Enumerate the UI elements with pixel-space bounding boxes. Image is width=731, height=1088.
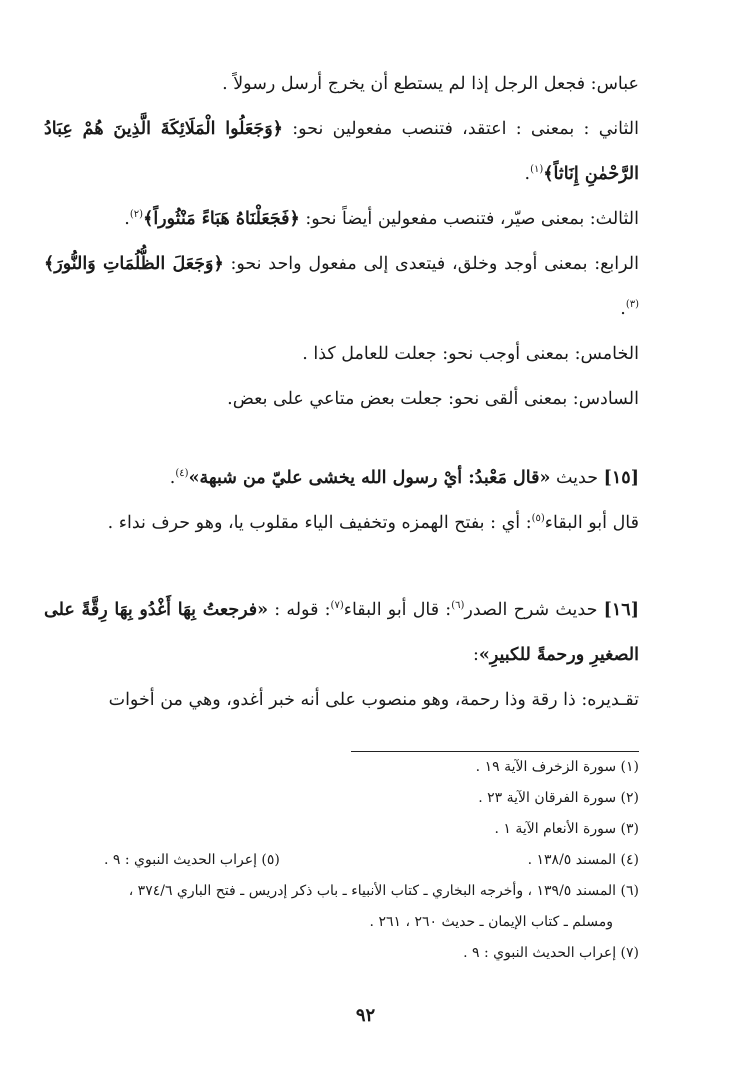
footnote-3: (٣) سورة الأنعام الآية ١ . xyxy=(494,821,639,837)
hadith-16-commentary: تقـديره: ذا رقة وذا رحمة، وهو منصوب على أنه خبر أغدو، وهي من أخوات xyxy=(108,690,639,710)
footnote-6-continued: ومسلم ـ كتاب الإيمان ـ حديث ٢٦٠ ، ٢٦١ . xyxy=(369,914,613,930)
hadith-16-heading: [١٦] حديث شرح الصدر$^{(٦)}$: قال أبو البقاء$^{(٧)}$: قوله : «فرجعتُ بِهَا أَغْدُو بِهَا رِقَّةً على الصغيرِ ورحمةً للكبيرِ»: xyxy=(44,600,639,665)
footnote-4: (٤) المسند ١٣٨/٥ . xyxy=(527,852,639,868)
quran-quote: ﴿فَجَعَلْنَاهُ هَبَاءً مَنْثُوراً﴾ xyxy=(143,209,300,229)
footnote-ref: (٢) xyxy=(129,209,144,221)
hadith-quote: «قال مَعْبدُ: أيْ رسول الله يخشى عليّ من شبهة» xyxy=(188,468,551,488)
paragraph-sixth-meaning: السادس: بمعنى ألقى نحو: جعلت بعض متاعي على بعض. xyxy=(227,389,639,409)
quran-quote: ﴿وَجَعَلُوا الْمَلَائِكَةَ الَّذِينَ هُمْ عِبَادُ الرَّحْمٰنِ إِنَاثاً﴾ xyxy=(44,119,639,184)
footnote-2: (٢) سورة الفرقان الآية ٢٣ . xyxy=(478,790,639,806)
footnote-ref: (٧) xyxy=(330,600,344,612)
page-number: ٩٢ xyxy=(355,1005,376,1026)
footnote-ref: (٦) xyxy=(451,600,465,612)
paragraph-fifth-meaning: الخامس: بمعنى أوجب نحو: جعلت للعامل كذا . xyxy=(302,344,639,364)
footnote-ref: (٥) xyxy=(531,513,545,525)
paragraph-third-meaning: الثالث: بمعنى صيّر، فتنصب مفعولين أيضاً نحو: ﴿فَجَعَلْنَاهُ هَبَاءً مَنْثُوراً﴾$^{(٢)}$. xyxy=(124,209,639,229)
footnote-ref: (١) xyxy=(530,164,544,176)
footnote-1: (١) سورة الزخرف الآية ١٩ . xyxy=(475,759,639,775)
paragraph-second-meaning: الثاني : بمعنى : اعتقد، فتنصب مفعولين نحو: ﴿وَجَعَلُوا الْمَلَائِكَةَ الَّذِينَ هُمْ عِبَادُ الرَّحْمٰنِ إِنَاثاً﴾$^{(١)}$. xyxy=(44,119,639,184)
footnotes-section xyxy=(104,751,639,969)
hadith-15-commentary: قال أبو البقاء$^{(٥)}$: أي : بفتح الهمزه وتخفيف الياء مقلوب يا، وهو حرف نداء . xyxy=(107,513,639,533)
footnote-6: (٦) المسند ١٣٩/٥ ، وأخرجه البخاري ـ كتاب الأنبياء ـ باب ذكر إدريس ـ فتح الباري ٣٧٤/٦ ، xyxy=(128,883,639,899)
footnote-ref: (٣) xyxy=(625,299,639,311)
quran-quote: ﴿وَجَعَلَ الظُّلُمَاتِ وَالنُّورَ﴾ xyxy=(44,254,224,274)
footnote-ref: (٤) xyxy=(175,468,189,480)
paragraph-fourth-meaning: الرابع: بمعنى أوجد وخلق، فيتعدى إلى مفعول واحد نحو: ﴿وَجَعَلَ الظُّلُمَاتِ وَالنُّورَ﴾$^{(٣)}$. xyxy=(44,254,639,319)
footnote-7: (٧) إعراب الحديث النبوي : ٩ . xyxy=(463,945,639,961)
hadith-15-heading: [١٥] حديث «قال مَعْبدُ: أيْ رسول الله يخشى عليّ من شبهة»$^{(٤)}$. xyxy=(169,468,639,488)
hadith-quote: «فرجعتُ بِهَا أَغْدُو بِهَا رِقَّةً على الصغيرِ ورحمةً للكبيرِ» xyxy=(44,600,639,665)
paragraph-1: عباس: فجعل الرجل إذا لم يستطع أن يخرج أرسل رسولاً . xyxy=(222,74,639,94)
hadith-number: [١٦] xyxy=(603,600,639,620)
page-body xyxy=(44,62,639,1088)
footnote-5: (٥) إعراب الحديث النبوي : ٩ . xyxy=(104,852,280,868)
hadith-number: [١٥] xyxy=(603,468,639,488)
